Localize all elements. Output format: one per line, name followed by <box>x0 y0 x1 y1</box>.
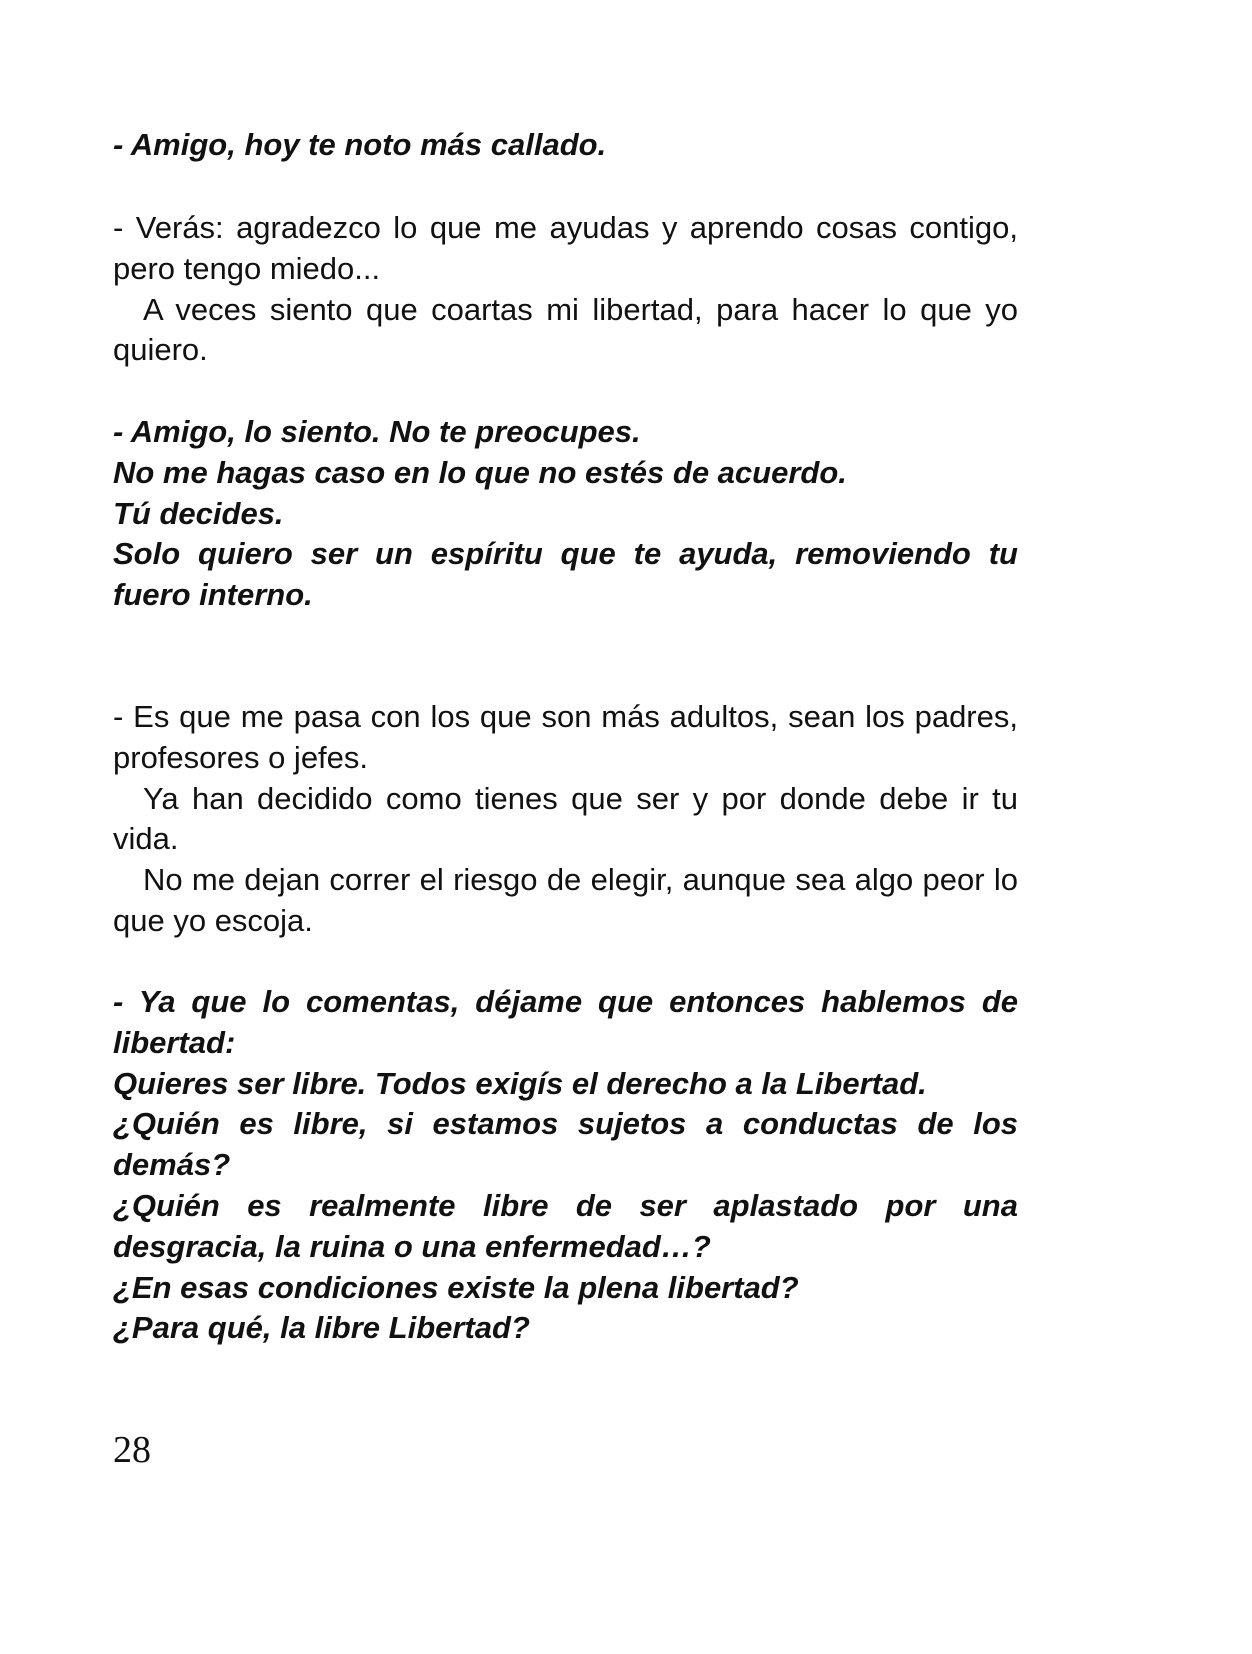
dialogue-spirit-1 <box>113 125 1018 166</box>
paragraph: - Verás: agradezco lo que me ayudas y aprendo cosas contigo, pero tengo miedo... <box>113 210 1018 286</box>
dialogue-boy-1 <box>113 208 1018 371</box>
paragraph: ¿Quién es libre, si estamos sujetos a conductas de los demás? <box>113 1106 1018 1183</box>
page-number: 28 <box>113 1429 151 1471</box>
paragraph: - Es que me pasa con los que son más adultos, sean los padres, profesores o jefes. <box>113 699 1018 775</box>
paragraph: Quieres ser libre. Todos exigís el derecho a la Libertad. <box>113 1065 927 1101</box>
dialogue-spirit-2 <box>113 412 1018 616</box>
paragraph: - Amigo, lo siento. No te preocupes. <box>113 414 641 449</box>
dialogue-spirit-3 <box>113 982 1018 1349</box>
paragraph: ¿En esas condiciones existe la plena libertad? <box>113 1269 799 1305</box>
paragraph: No me dejan correr el riesgo de elegir, aunque sea algo peor lo que yo escoja. <box>113 862 1018 938</box>
paragraph: - Ya que lo comentas, déjame que entonces hablemos de libertad: <box>113 984 1018 1060</box>
paragraph: ¿Quién es realmente libre de ser aplastado por una desgracia, la ruina o una enfermedad…? <box>113 1187 1018 1264</box>
paragraph: - Amigo, hoy te noto más callado. <box>113 127 607 162</box>
paragraph: Ya han decidido como tienes que ser y por donde debe ir tu vida. <box>113 780 1018 857</box>
paragraph: No me hagas caso en lo que no estés de acuerdo. <box>113 454 847 490</box>
paragraph: A veces siento que coartas mi libertad, para hacer lo que yo quiero. <box>113 291 1018 368</box>
paragraph: ¿Para qué, la libre Libertad? <box>113 1310 530 1346</box>
paragraph: Solo quiero ser un espíritu que te ayuda, removiendo tu fuero interno. <box>113 536 1018 613</box>
paragraph: Tú decides. <box>113 495 284 531</box>
dialogue-boy-2 <box>113 697 1018 942</box>
